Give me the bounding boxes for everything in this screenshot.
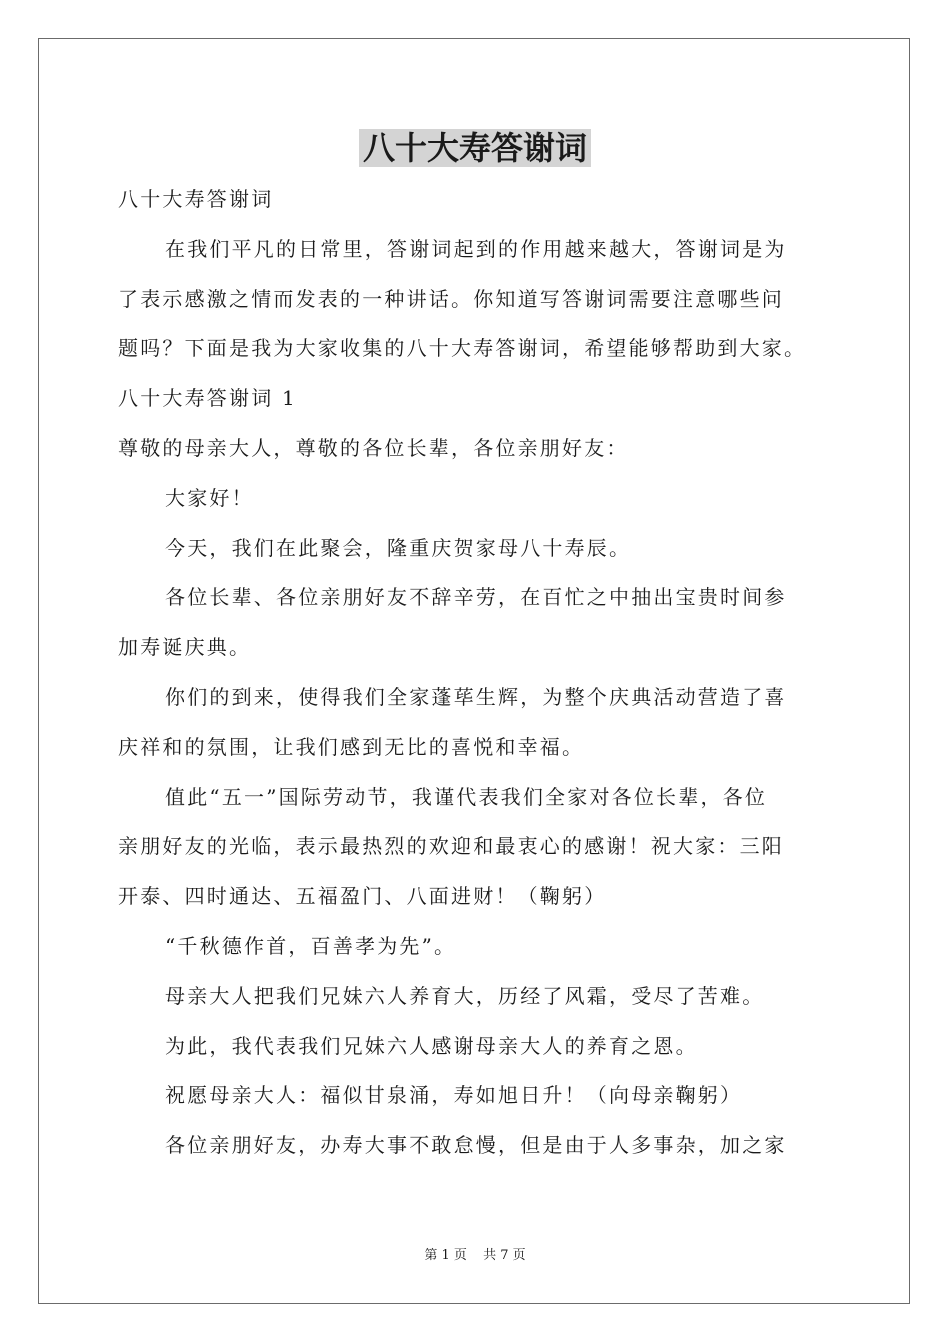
text-line: 了表示感激之情而发表的一种讲话。你知道写答谢词需要注意哪些问 (118, 286, 784, 311)
text-line: 为此，我代表我们兄妹六人感谢母亲大人的养育之恩。 (165, 1033, 698, 1058)
document-title (0, 126, 950, 170)
text-line: 尊敬的母亲大人，尊敬的各位长辈，各位亲朋好友： (118, 435, 629, 460)
text-line: 题吗？下面是我为大家收集的八十大寿答谢词，希望能够帮助到大家。 (118, 336, 807, 361)
text-line: 加寿诞庆典。 (118, 635, 252, 660)
document-body (118, 175, 838, 1171)
document-title-text: 八十大寿答谢词 (359, 129, 591, 167)
text-line: 各位亲朋好友，办寿大事不敢怠慢，但是由于人多事杂，加之家 (165, 1133, 787, 1158)
text-line: 今天，我们在此聚会，隆重庆贺家母八十寿辰。 (165, 535, 632, 560)
text-line: 祝愿母亲大人：福似甘泉涌，寿如旭日升！（向母亲鞠躬） (165, 1083, 743, 1108)
text-line: 母亲大人把我们兄妹六人养育大，历经了风霜，受尽了苦难。 (165, 983, 765, 1008)
text-line: 值此“五一”国际劳动节，我谨代表我们全家对各位长辈，各位 (165, 784, 768, 809)
text-line: 八十大寿答谢词 (118, 187, 274, 211)
text-line: 在我们平凡的日常里，答谢词起到的作用越来越大，答谢词是为 (165, 236, 787, 261)
text-line: 开泰、四时通达、五福盈门、八面进财！（鞠躬） (118, 884, 607, 909)
text-line: “千秋德作首，百善孝为先”。 (165, 933, 457, 958)
text-line: 大家好！ (165, 485, 254, 510)
page-total: 共 7 页 (483, 1248, 526, 1263)
text-line: 你们的到来，使得我们全家蓬荜生辉，为整个庆典活动营造了喜 (165, 684, 787, 709)
text-line: 亲朋好友的光临，表示最热烈的欢迎和最衷心的感谢！祝大家：三阳 (118, 834, 784, 859)
page-number: 第 1 页 (424, 1248, 467, 1263)
text-line: 庆祥和的氛围，让我们感到无比的喜悦和幸福。 (118, 734, 585, 759)
text-line: 八十大寿答谢词 1 (118, 386, 297, 411)
text-line: 各位长辈、各位亲朋好友不辞辛劳，在百忙之中抽出宝贵时间参 (165, 585, 787, 610)
page-footer (0, 1246, 950, 1266)
